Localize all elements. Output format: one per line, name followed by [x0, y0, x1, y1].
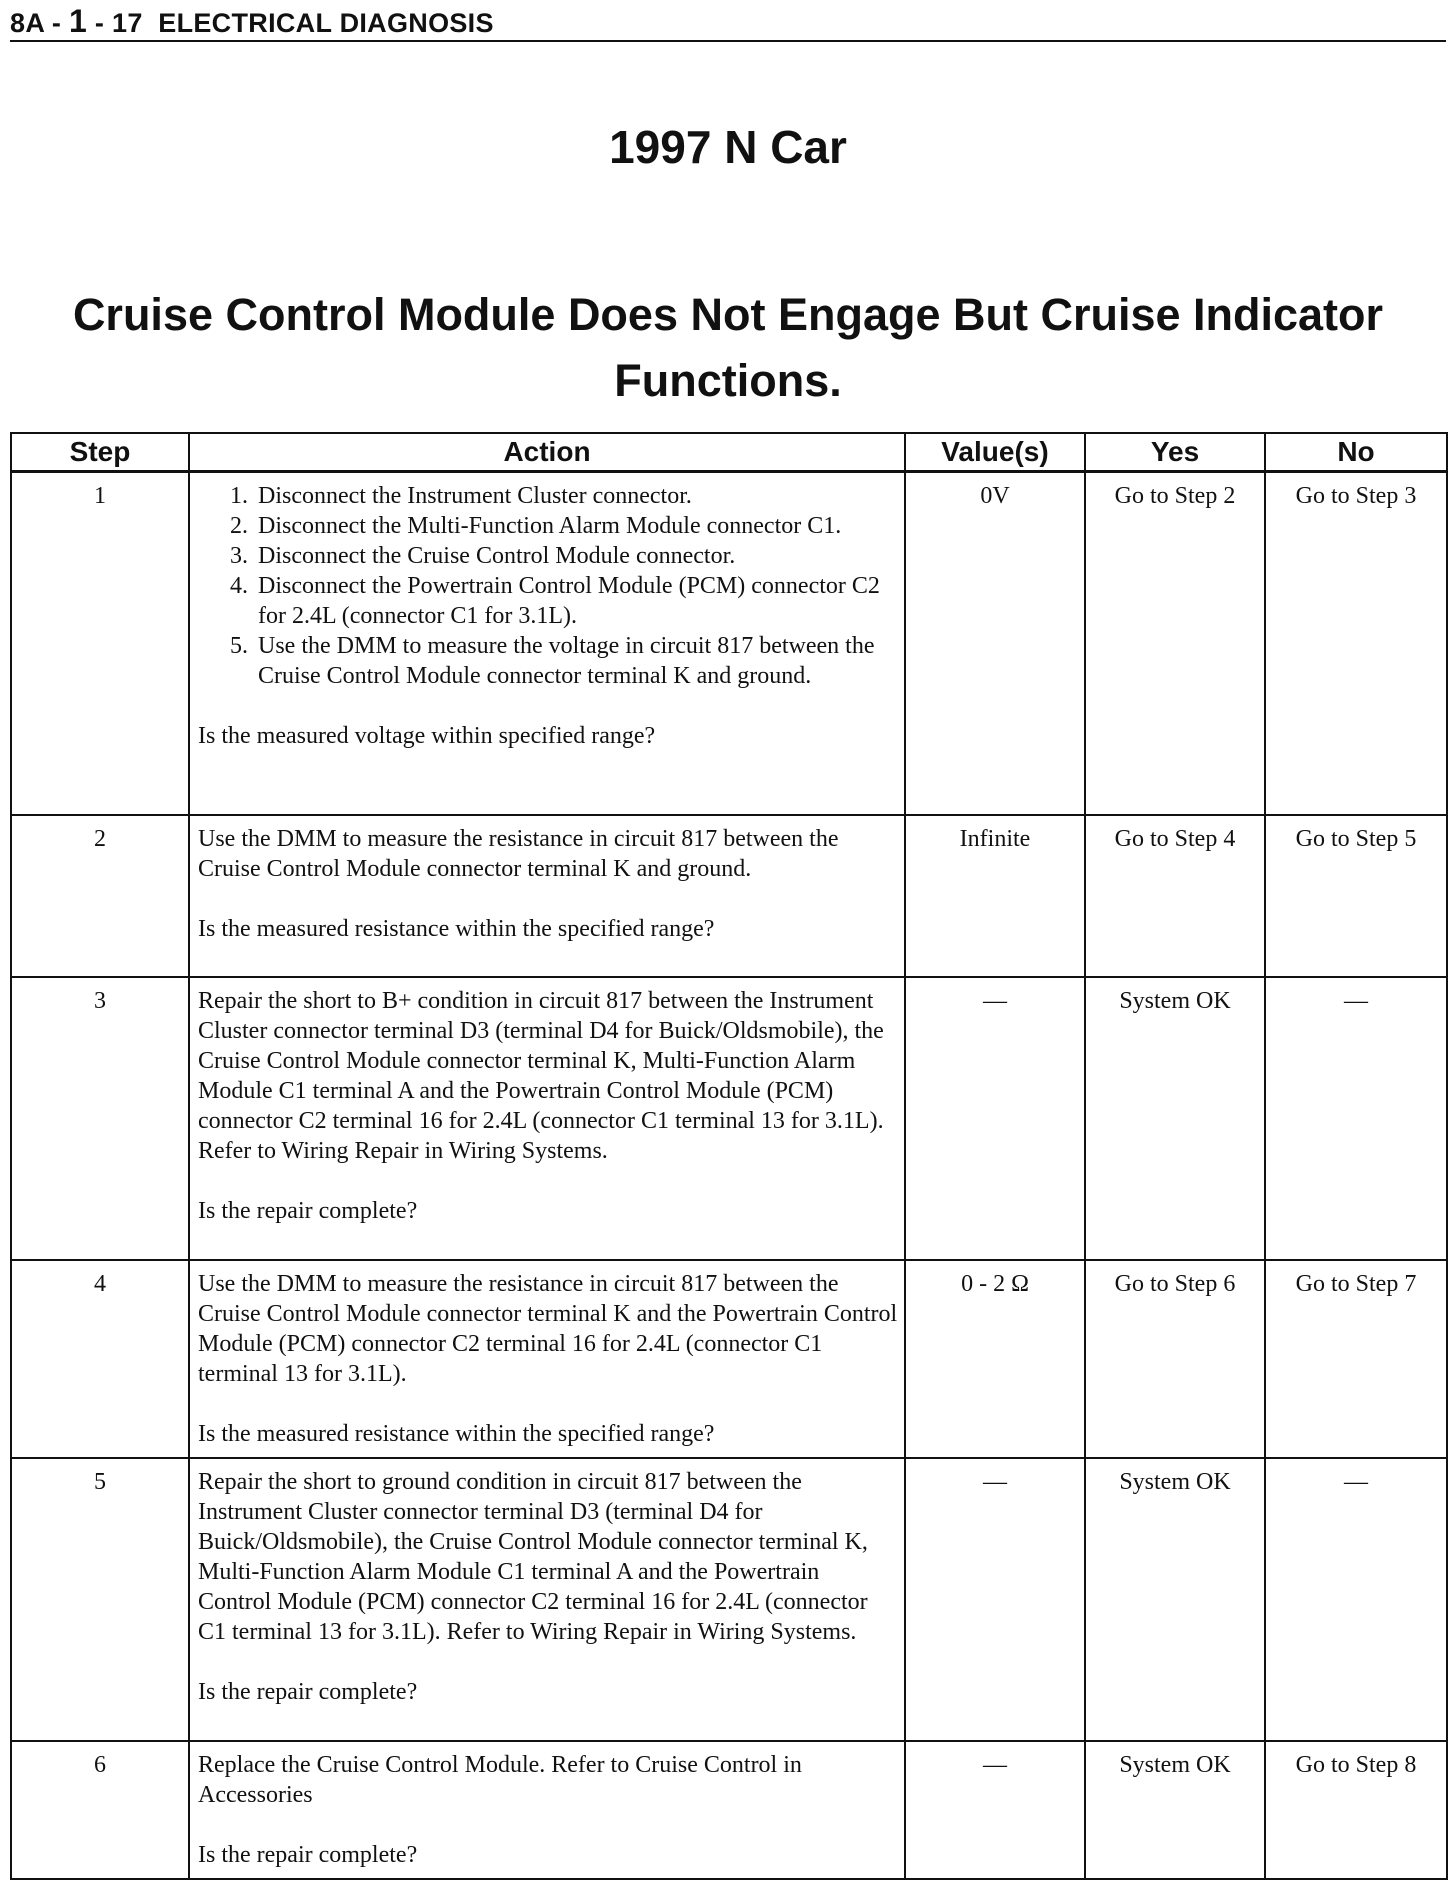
no-cell: Go to Step 3: [1265, 472, 1447, 815]
section-title: ELECTRICAL DIAGNOSIS: [158, 8, 494, 38]
step-number: 2: [11, 815, 189, 977]
step-number: 5: [11, 1458, 189, 1741]
action-list-item: 3. Disconnect the Cruise Control Module connector.: [254, 541, 898, 571]
action-cell: [189, 1741, 905, 1879]
step-number: 4: [11, 1260, 189, 1458]
action-list: [198, 481, 898, 691]
step-number: 1: [11, 472, 189, 815]
action-question: Is the repair complete?: [198, 1678, 418, 1705]
table-row: [11, 1741, 1447, 1879]
value-cell: 0V: [905, 472, 1085, 815]
action-question: Is the measured resistance within the specified range?: [198, 1420, 715, 1447]
vehicle-heading: 1997 N Car: [609, 121, 847, 173]
value-cell: 0 - 2 Ω: [905, 1260, 1085, 1458]
value-cell: Infinite: [905, 815, 1085, 977]
header-step: Step: [11, 433, 189, 472]
no-cell: Go to Step 7: [1265, 1260, 1447, 1458]
header-yes: Yes: [1085, 433, 1265, 472]
diagnostic-table: [10, 432, 1448, 1880]
no-cell: —: [1265, 977, 1447, 1260]
action-text: Replace the Cruise Control Module. Refer to Cruise Control in Accessories: [198, 1751, 802, 1808]
yes-cell: Go to Step 6: [1085, 1260, 1265, 1458]
header-action: Action: [189, 433, 905, 472]
yes-cell: System OK: [1085, 1741, 1265, 1879]
value-cell: —: [905, 977, 1085, 1260]
action-list-item: 1. Disconnect the Instrument Cluster connector.: [254, 481, 898, 511]
yes-cell: Go to Step 4: [1085, 815, 1265, 977]
section-number: 1: [69, 3, 88, 39]
header-no: No: [1265, 433, 1447, 472]
no-cell: Go to Step 5: [1265, 815, 1447, 977]
step-number: 6: [11, 1741, 189, 1879]
step-number: 3: [11, 977, 189, 1260]
action-cell: [189, 977, 905, 1260]
page-header: [10, 4, 1446, 42]
action-text: Repair the short to ground condition in circuit 817 between the Instrument Cluster connector terminal D3 (terminal D4 for Buick/Oldsmobile), the Cruise Control Module connector terminal K, Multi-Function Alarm Module C1 terminal A and the Powertrain Control Module (PCM) connector C2 terminal 16 for 2.4L (connector C1 terminal 13 for 3.1L). Refer to Wiring Repair in Wiring Systems.: [198, 1468, 868, 1645]
page-suffix: - 17: [87, 8, 143, 38]
table-row: [11, 1458, 1447, 1741]
action-list-item: 5. Use the DMM to measure the voltage in circuit 817 between the Cruise Control Module connector terminal K and ground.: [254, 631, 898, 691]
yes-cell: System OK: [1085, 1458, 1265, 1741]
action-question: Is the repair complete?: [198, 1841, 418, 1868]
action-text: Use the DMM to measure the resistance in circuit 817 between the Cruise Control Module connector terminal K and the Powertrain Control Module (PCM) connector C2 terminal 16 for 2.4L (connector C1 terminal 13 for 3.1L).: [198, 1270, 898, 1387]
no-cell: —: [1265, 1458, 1447, 1741]
section-prefix: 8A -: [10, 8, 70, 38]
action-cell: [189, 1260, 905, 1458]
document-title: Cruise Control Module Does Not Engage But Cruise Indicator Functions.: [72, 289, 1384, 406]
table-header-row: [11, 433, 1447, 472]
action-list-item: 4. Disconnect the Powertrain Control Module (PCM) connector C2 for 2.4L (connector C1 for 3.1L).: [254, 571, 898, 631]
action-text: Repair the short to B+ condition in circuit 817 between the Instrument Cluster connector terminal D3 (terminal D4 for Buick/Oldsmobile), the Cruise Control Module connector terminal K, Multi-Function Alarm Module C1 terminal A and the Powertrain Control Module (PCM) connector C2 terminal 16 for 2.4L (connector C1 terminal 13 for 3.1L). Refer to Wiring Repair in Wiring Systems.: [198, 987, 884, 1164]
action-question: Is the measured resistance within the specified range?: [198, 915, 715, 942]
no-cell: Go to Step 8: [1265, 1741, 1447, 1879]
action-question: Is the repair complete?: [198, 1197, 418, 1224]
table-row: [11, 1260, 1447, 1458]
action-cell: [189, 472, 905, 815]
value-cell: —: [905, 1741, 1085, 1879]
action-cell: [189, 1458, 905, 1741]
action-cell: [189, 815, 905, 977]
table-row: [11, 977, 1447, 1260]
yes-cell: Go to Step 2: [1085, 472, 1265, 815]
action-question: Is the measured voltage within specified range?: [198, 723, 656, 749]
yes-cell: System OK: [1085, 977, 1265, 1260]
table-row: [11, 472, 1447, 815]
table-row: [11, 815, 1447, 977]
header-values: Value(s): [905, 433, 1085, 472]
value-cell: —: [905, 1458, 1085, 1741]
action-text: Use the DMM to measure the resistance in circuit 817 between the Cruise Control Module connector terminal K and ground.: [198, 825, 839, 882]
action-list-item: 2. Disconnect the Multi-Function Alarm Module connector C1.: [254, 511, 898, 541]
